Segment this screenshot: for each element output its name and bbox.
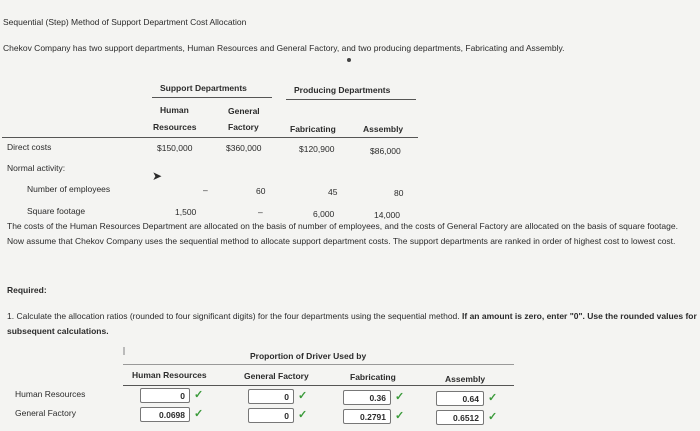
question-text <box>7 309 697 339</box>
direct-costs-hr: $150,000 <box>157 143 193 153</box>
col-hr-line1: Human <box>160 105 189 115</box>
required-label: Required: <box>7 285 47 295</box>
square-footage-hr: 1,500 <box>175 207 197 217</box>
question-instruction: 1. Calculate the allocation ratios (rounded to four significant digits) for the four departments using the sequential method. <box>7 311 460 321</box>
employees-hr: – <box>203 185 208 195</box>
square-footage-asm: 14,000 <box>374 210 400 220</box>
decorative-dot <box>347 58 351 62</box>
table2-column-rule <box>123 385 514 386</box>
col-gf-line2: Factory <box>228 122 259 132</box>
gf-to-gf-input[interactable]: 0 <box>248 408 294 423</box>
page-title: Sequential (Step) Method of Support Department Cost Allocation <box>3 17 247 27</box>
direct-costs-asm: $86,000 <box>370 146 401 156</box>
checkmark-icon: ✓ <box>194 408 204 420</box>
checkmark-icon: ✓ <box>488 392 498 404</box>
square-footage-gf: – <box>258 207 263 217</box>
table2-row-hr-label: Human Resources <box>15 389 86 399</box>
col-hr-line2: Resources <box>153 122 197 132</box>
checkmark-icon: ✓ <box>298 409 308 421</box>
checkmark-icon: ✓ <box>395 391 405 403</box>
hr-to-fab-input[interactable]: 0.36 <box>343 390 391 405</box>
header-support-departments: Support Departments <box>160 83 247 93</box>
table2-header: Proportion of Driver Used by <box>250 351 367 361</box>
intro-text: Chekov Company has two support departments, Human Resources and General Factory, and two producing departments, Fabricating and Assembly. <box>3 43 565 53</box>
support-underline <box>152 97 272 98</box>
direct-costs-fab: $120,900 <box>299 144 335 154</box>
col-fabricating: Fabricating <box>290 124 336 134</box>
col-assembly: Assembly <box>363 124 404 134</box>
mouse-pointer-icon: ➤ <box>152 169 163 183</box>
table2-col-fab: Fabricating <box>350 372 396 382</box>
employees-asm: 80 <box>394 188 404 198</box>
producing-underline <box>286 99 416 100</box>
table2-col-gf: General Factory <box>244 371 309 381</box>
gf-to-hr-input[interactable]: 0.0698 <box>140 407 190 422</box>
col-gf-line1: General <box>228 106 260 116</box>
checkmark-icon: ✓ <box>298 390 308 402</box>
gf-to-asm-input[interactable]: 0.6512 <box>436 410 484 425</box>
header-rule <box>2 137 418 138</box>
checkmark-icon: ✓ <box>488 411 498 423</box>
row-square-footage-label: Square footage <box>27 206 86 216</box>
checkmark-icon: ✓ <box>194 389 204 401</box>
header-producing-departments: Producing Departments <box>294 85 391 95</box>
row-normal-activity-label: Normal activity: <box>7 163 66 173</box>
table2-left-tick <box>123 347 125 355</box>
checkmark-icon: ✓ <box>395 410 405 422</box>
direct-costs-gf: $360,000 <box>226 143 262 153</box>
employees-fab: 45 <box>328 187 338 197</box>
allocation-paragraph: The costs of the Human Resources Department are allocated on the basis of number of employees, and the costs of General Factory are allocated on the basis of square footage. Now assume that Chekov Company uses the sequential method to allocate support department costs. The support departments are ranked in order of highest cost to lowest cost. <box>7 221 678 246</box>
table2-col-hr: Human Resources <box>132 370 207 380</box>
question-bold-instruction: If an amount is zero, enter "0". Use the rounded values for subsequent calculations. <box>7 311 697 336</box>
square-footage-fab: 6,000 <box>313 209 335 219</box>
table2-col-asm: Assembly <box>445 374 486 384</box>
hr-to-asm-input[interactable]: 0.64 <box>436 391 484 406</box>
table2-header-rule <box>123 364 514 365</box>
table2-row-gf-label: General Factory <box>15 408 76 418</box>
employees-gf: 60 <box>256 186 266 196</box>
gf-to-fab-input[interactable]: 0.2791 <box>343 409 391 424</box>
row-direct-costs-label: Direct costs <box>7 142 52 152</box>
row-employees-label: Number of employees <box>27 184 111 194</box>
hr-to-gf-input[interactable]: 0 <box>248 389 294 404</box>
hr-to-hr-input[interactable]: 0 <box>140 388 190 403</box>
